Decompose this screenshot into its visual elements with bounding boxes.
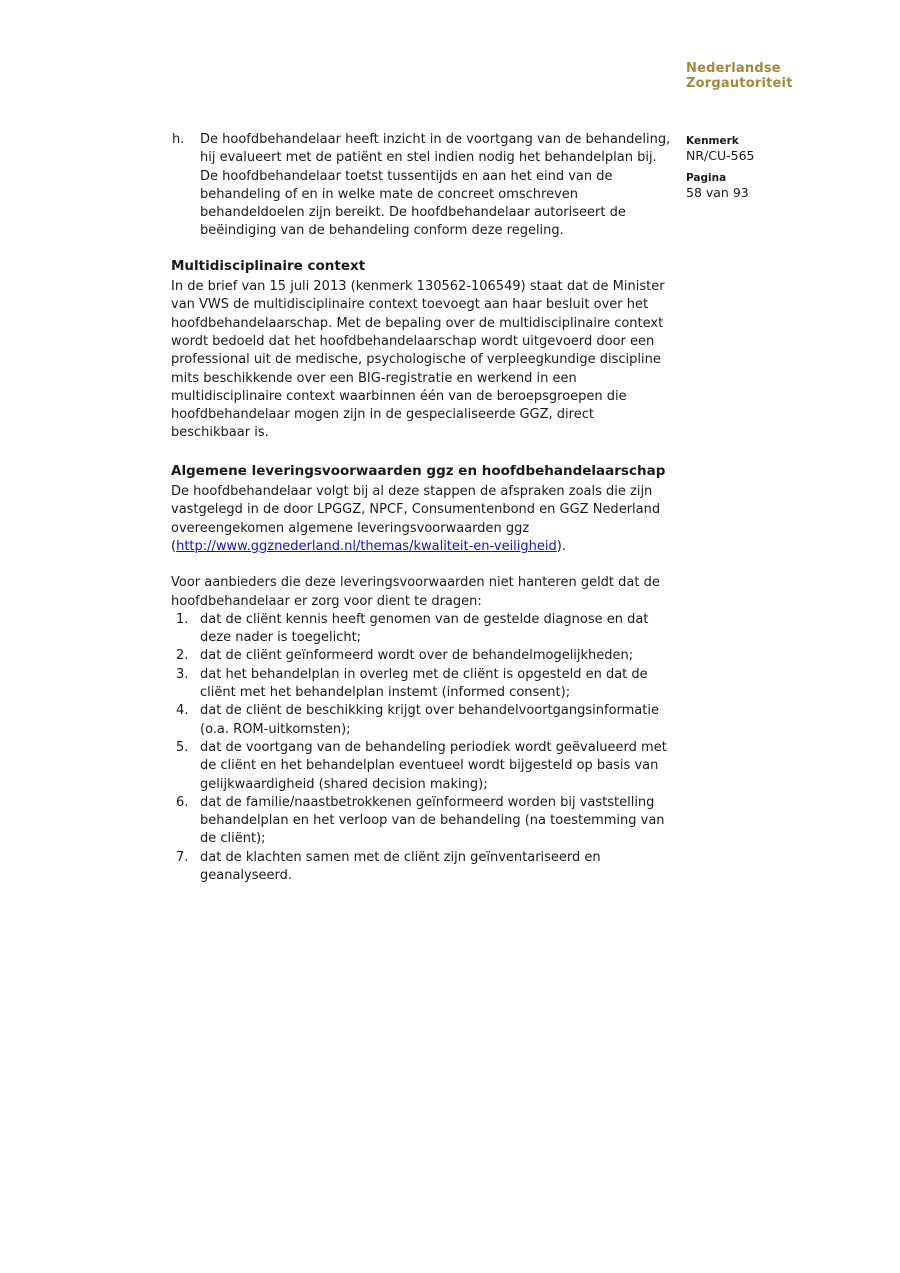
list-item-number: 2. xyxy=(176,648,189,664)
list-item xyxy=(171,647,672,665)
list-item-text: dat de voortgang van de behandeling periodiek wordt geëvalueerd met de cliënt en het behandelplan eventueel wordt bijgesteld op basis van gelijkwaardigheid (shared decision making); xyxy=(200,739,667,792)
section1-paragraph: In de brief van 15 juli 2013 (kenmerk 130562-106549) staat dat de Minister van VWS de multidisciplinaire context toevoegt aan haar besluit over het hoofdbehandelaarschap. Met de bepaling over de multidisciplinaire context wordt bedoeld dat het hoofdbehandelaarschap wordt uitgevoerd door een professional uit de medische, psychologische of verpleegkundige discipline mits beschikkende over een BIG-registratie en werkend in een multidisciplinaire context waarbinnen één van de beroepsgroepen die hoofdbehandelaar mogen zijn in de gespecialiseerde GGZ, direct beschikbaar is. xyxy=(171,279,665,441)
list-item xyxy=(171,849,672,886)
list-item-number: 4. xyxy=(176,703,189,719)
list-item xyxy=(171,611,672,648)
section2-paragraph-post: ). xyxy=(556,538,566,554)
ggz-nederland-link[interactable]: http://www.ggznederland.nl/themas/kwaliteit-en-veiligheid xyxy=(176,538,557,554)
list-item xyxy=(171,739,672,794)
section-heading-algemene-leveringsvoorwaarden: Algemene leveringsvoorwaarden ggz en hoofdbehandelaarschap xyxy=(171,462,666,479)
page-header-sidebar xyxy=(686,61,861,200)
item-h-text: De hoofdbehandelaar heeft inzicht in de voortgang van de behandeling, hij evalueert met de patiënt en stel indien nodig het behandelplan bij. De hoofdbehandelaar toetst tussentijds en aan het eind van de behandeling of en in welke mate de concreet omschreven behandeldoelen zijn bereikt. De hoofdbehandelaar autoriseert de beëindiging van de behandeling conform deze regeling. xyxy=(200,132,671,239)
nza-wordmark: Nederlandse Zorgautoriteit xyxy=(686,61,793,91)
pagina-label: Pagina xyxy=(686,172,727,184)
document-body xyxy=(171,131,672,885)
conditions-list xyxy=(171,611,672,885)
list-item xyxy=(171,702,672,739)
list-item xyxy=(171,794,672,849)
list-item-number: 1. xyxy=(176,611,189,627)
conditions-intro: Voor aanbieders die deze leveringsvoorwaarden niet hanteren geldt dat de hoofdbehandelaar er zorg voor dient te dragen: xyxy=(171,575,660,609)
kenmerk-label: Kenmerk xyxy=(686,135,739,147)
list-item-text: dat de cliënt kennis heeft genomen van de gestelde diagnose en dat deze nader is toegelicht; xyxy=(200,611,649,646)
list-item-text: dat de cliënt de beschikking krijgt over behandelvoortgangsinformatie (o.a. ROM-uitkomsten); xyxy=(200,703,659,737)
section-heading-multidisciplinaire-context: Multidisciplinaire context xyxy=(171,257,366,274)
list-item-number: 3. xyxy=(176,666,189,682)
list-item-number: 6. xyxy=(176,794,189,810)
lettered-item-h xyxy=(171,131,672,241)
list-item-number: 7. xyxy=(176,849,189,865)
section2-paragraph-pre: De hoofdbehandelaar volgt bij al deze stappen de afspraken zoals die zijn vastgelegd in de door LPGGZ, NPCF, Consumentenbond en GGZ Nederland overeengekomen algemene leveringsvoorwaarden ggz ( xyxy=(171,484,661,554)
list-item-number: 5. xyxy=(176,739,189,755)
document-meta xyxy=(686,135,861,200)
list-item xyxy=(171,666,672,703)
list-item-text: dat de cliënt geïnformeerd wordt over de behandelmogelijkheden; xyxy=(200,648,634,664)
list-item-text: dat het behandelplan in overleg met de cliënt is opgesteld en dat de cliënt met het behandelplan instemt (informed consent); xyxy=(200,666,648,701)
section2-paragraph xyxy=(171,483,672,556)
item-h-marker: h. xyxy=(172,132,185,147)
kenmerk-value: NR/CU-565 xyxy=(686,148,755,163)
list-item-text: dat de familie/naastbetrokkenen geïnformeerd worden bij vaststelling behandelplan en het verloop van de behandeling (na toestemming van de cliënt); xyxy=(200,794,665,847)
list-item-text: dat de klachten samen met de cliënt zijn geïnventariseerd en geanalyseerd. xyxy=(200,849,601,883)
pagina-value: 58 van 93 xyxy=(686,185,749,200)
